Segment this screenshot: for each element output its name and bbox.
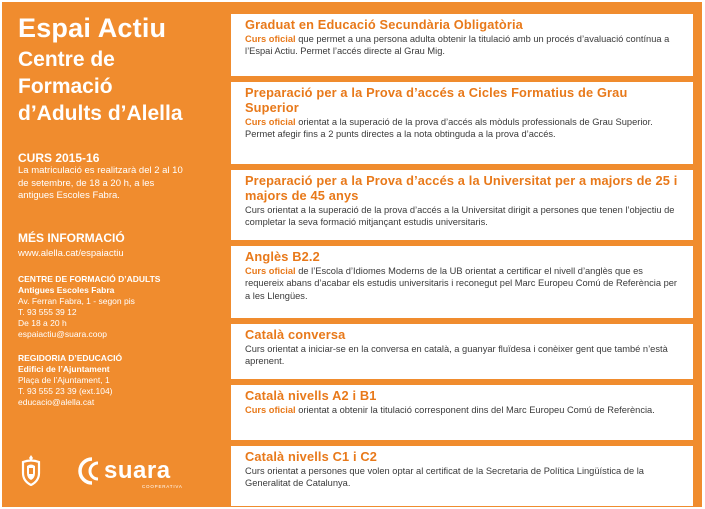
regidoria-heading: REGIDORIA D’EDUCACIÓ — [18, 352, 123, 363]
more-info-heading: MÉS INFORMACIÓ — [18, 230, 125, 245]
course-description — [245, 404, 683, 416]
more-info-link[interactable]: www.alella.cat/espaiactiu — [18, 247, 124, 259]
subtitle-line: Centre de — [18, 48, 115, 71]
course-card — [231, 170, 693, 240]
course-title: Graduat en Educació Secundària Obligatòria — [245, 17, 523, 32]
subtitle-line: Formació — [18, 75, 113, 98]
curs-line: antigues Escoles Fabra. — [18, 190, 120, 201]
course-text: que permet a una persona adulta obtenir la titulació amb un procés d’avaluació contínua a l’Espai Actiu. Permet l’accés directe al Grau Mig. — [245, 34, 670, 57]
course-description — [245, 343, 683, 368]
course-text: orientat a la superació de la prova d’accés als mòduls professionals de Grau Superior. Permet afegir fins a 2 punts directes a la nota obtinguda a la prova d’accés. — [245, 117, 653, 140]
centre-heading: CENTRE DE FORMACIÓ D’ADULTS — [18, 273, 161, 284]
course-card — [231, 14, 693, 76]
course-title: Anglès B2.2 — [245, 249, 320, 264]
centre-name: Antigues Escoles Fabra — [18, 284, 115, 295]
regidoria-name: Edifici de l’Ajuntament — [18, 363, 110, 374]
course-card — [231, 246, 693, 318]
course-description — [245, 265, 683, 302]
course-text: Curs orientat a la superació de la prova d’accés a la Universitat dirigit a persones que tenen l’objectiu de completar la seva formació mitjançant estudis universitaris. — [245, 205, 675, 228]
course-description — [245, 204, 683, 229]
regidoria-address: Plaça de l’Ajuntament, 1 — [18, 374, 110, 385]
official-tag: Curs oficial — [245, 266, 296, 276]
course-description — [245, 116, 683, 141]
course-title: Preparació per a la Prova d’accés a Cicles Formatius de Grau Superior — [245, 85, 628, 115]
regidoria-phone: T. 93 555 23 39 (ext.104) — [18, 385, 113, 396]
logos — [20, 454, 220, 490]
centre-hours: De 18 a 20 h — [18, 317, 67, 328]
course-card — [231, 446, 693, 506]
alella-crest-icon — [20, 454, 42, 486]
flyer — [2, 2, 702, 507]
curs-line: de setembre, de 18 a 20 h, a les — [18, 177, 155, 189]
official-tag: Curs oficial — [245, 34, 296, 44]
course-title: Preparació per a la Prova d’accés a la Universitat per a majors de 25 i majors de 45 anys — [245, 173, 678, 203]
centre-address: Av. Ferran Fabra, 1 - segon pis — [18, 295, 135, 306]
suara-logo — [78, 456, 198, 488]
course-card — [231, 82, 693, 164]
subtitle-line: d’Adults d’Alella — [18, 102, 183, 125]
course-title: Català nivells C1 i C2 — [245, 449, 378, 464]
course-text: de l’Escola d’Idiomes Moderns de la UB orientat a certificar el nivell d’anglès que es requereix abans d’acabar els estudis universitaris i reconegut pel Marc Europeu Comú de Referència per a les Llengües. — [245, 266, 678, 301]
official-tag: Curs oficial — [245, 405, 296, 415]
curs-line: La matriculació es realitzarà del 2 al 10 — [18, 165, 183, 176]
curs-text — [18, 165, 218, 203]
course-title: Català nivells A2 i B1 — [245, 388, 377, 403]
course-description — [245, 465, 683, 490]
centre-phone: T. 93 555 39 12 — [18, 306, 77, 317]
suara-subtitle: COOPERATIVA — [142, 484, 183, 489]
course-card — [231, 324, 693, 379]
course-text: Curs orientat a iniciar-se en la conversa en català, a guanyar fluïdesa i conèixer gent que també n’està aprenent. — [245, 344, 668, 367]
curs-heading: CURS 2015-16 — [18, 151, 100, 165]
course-description — [245, 33, 683, 58]
course-text: orientat a obtenir la titulació corresponent dins del Marc Europeu Comú de Referència. — [295, 405, 655, 415]
course-text: Curs orientat a persones que volen optar al certificat de la Secretaria de Política Lingüística de la Generalitat de Catalunya. — [245, 466, 644, 489]
regidoria-email[interactable]: educacio@alella.cat — [18, 396, 95, 407]
left-column — [18, 12, 218, 408]
course-card — [231, 385, 693, 440]
course-title: Català conversa — [245, 327, 346, 342]
page-title: Espai Actiu — [18, 13, 167, 43]
subtitle — [18, 46, 218, 127]
official-tag: Curs oficial — [245, 117, 296, 127]
centre-email[interactable]: espaiactiu@suara.coop — [18, 328, 107, 339]
suara-wordmark: suara — [104, 457, 171, 484]
